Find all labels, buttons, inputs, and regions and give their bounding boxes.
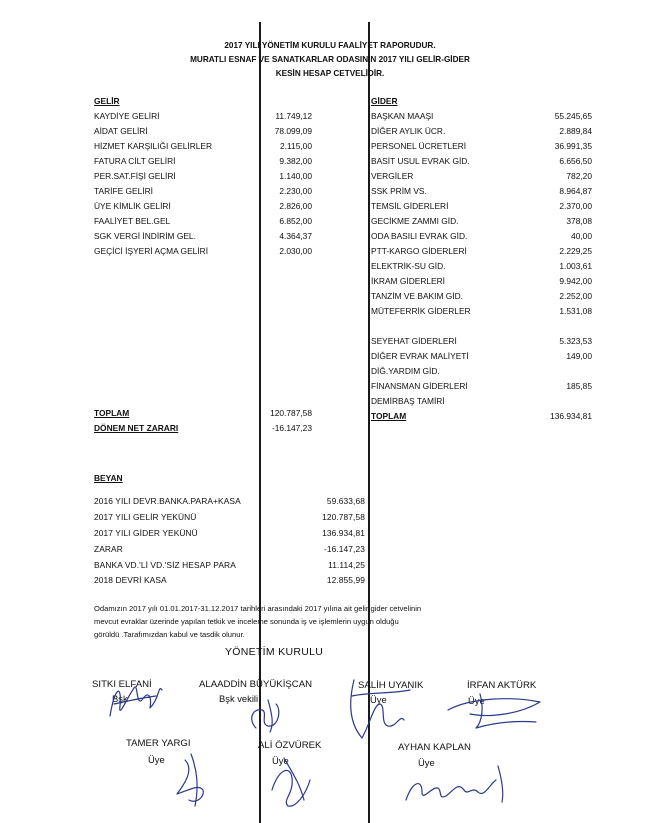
income-value: 11.749,12	[275, 111, 312, 121]
expense-value: 2.370,00	[559, 201, 592, 211]
income-label: TARİFE GELİRİ	[94, 186, 153, 196]
income-value: 1.140,00	[279, 171, 312, 181]
expense-title: GİDER	[371, 96, 398, 106]
member-name: SALİH UYANIK	[358, 680, 424, 691]
income-label: FATURA CİLT GELİRİ	[94, 156, 176, 166]
expense-value: 2.229,25	[559, 246, 592, 256]
expense-label: DEMİRBAŞ TAMİRİ	[371, 396, 445, 406]
signature-scribble	[440, 688, 550, 733]
member-role: Üye	[370, 694, 387, 705]
expense-total-value: 136.934,81	[550, 411, 592, 421]
report-title-line2: MURATLI ESNAF VE SANATKARLAR ODASININ 2017 YILI GELİR-GİDER	[190, 55, 470, 64]
expense-label: İKRAM GİDERLERİ	[371, 276, 445, 286]
member-role: Üye	[148, 754, 165, 765]
board-title: YÖNETİM KURULU	[225, 646, 324, 658]
expense-value: 149,00	[566, 351, 592, 361]
income-label: AİDAT GELİRİ	[94, 126, 148, 136]
expense-label: SSK PRİM VS.	[371, 186, 427, 196]
income-label: SGK VERGİ İNDİRİM GEL.	[94, 231, 196, 241]
expense-label: SEYEHAT GİDERLERİ	[371, 336, 457, 346]
expense-label: DİĞER AYLIK ÜCR.	[371, 126, 446, 136]
income-label: PER.SAT.FİŞİ GELİRİ	[94, 171, 176, 181]
expense-value: 6.656,50	[559, 156, 592, 166]
statement-label: 2017 YILI GİDER YEKÜNÜ	[94, 528, 198, 538]
expense-label: FİNANSMAN GİDERLERİ	[371, 381, 468, 391]
income-value: 2.826,00	[279, 201, 312, 211]
expense-value: 5.323,53	[559, 336, 592, 346]
income-label: KAYDİYE GELİRİ	[94, 111, 160, 121]
expense-value: 1.003,61	[559, 261, 592, 271]
statement-label: ZARAR	[94, 544, 123, 554]
net-loss-label: DÖNEM NET ZARARI	[94, 423, 179, 433]
expense-label: PTT-KARGO GİDERLERİ	[371, 246, 467, 256]
expense-value: 2.252,00	[559, 291, 592, 301]
statement-value: 120.787,58	[322, 512, 365, 522]
expense-label: ELEKTRİK-SU GİD.	[371, 261, 446, 271]
approval-line2: mevcut evraklar üzerinde yapılan tetkik ve inceleme sonunda iş ve işlemlerin uygun olduğu	[94, 617, 399, 626]
expense-value: 8.964,87	[559, 186, 592, 196]
statement-value: 136.934,81	[322, 528, 365, 538]
income-total-value: 120.787,58	[270, 408, 312, 418]
net-loss-value: -16.147,23	[271, 423, 312, 433]
income-value: 78.099,09	[274, 126, 312, 136]
expense-label: ODA BASILI EVRAK GİD.	[371, 231, 468, 241]
expense-label: MÜTEFERRİK GİDERLER	[371, 306, 471, 316]
member-name: TAMER YARGI	[126, 738, 191, 749]
income-value: 2.230,00	[279, 186, 312, 196]
income-label: HİZMET KARŞILIĞI GELİRLER	[94, 141, 213, 151]
member-name: ALAADDİN BÜYÜKİŞCAN	[199, 679, 313, 690]
member-name: İRFAN AKTÜRK	[467, 680, 537, 691]
income-label: FAALİYET BEL.GEL	[94, 216, 171, 226]
signature-scribble	[165, 750, 220, 810]
member-name: SITKI ELFANİ	[92, 679, 152, 690]
signature-scribble	[100, 676, 170, 726]
statement-value: -16.147,23	[323, 544, 365, 554]
member-name: ALİ ÖZVÜREK	[258, 740, 322, 751]
expense-label: TANZİM VE BAKIM GİD.	[371, 291, 463, 301]
expense-label: DİĞER EVRAK MALİYETİ	[371, 351, 469, 361]
expense-value: 2.889,84	[559, 126, 592, 136]
signature-scribble	[398, 762, 518, 812]
expense-value: 9.942,00	[559, 276, 592, 286]
signature-scribble	[238, 690, 298, 735]
statement-label: 2016 YILI DEVR.BANKA.PARA+KASA	[94, 496, 241, 506]
member-role: Bşk	[112, 693, 128, 704]
statement-title: BEYAN	[94, 473, 123, 483]
statement-label: 2018 DEVRİ KASA	[94, 575, 167, 585]
income-title: GELİR	[94, 96, 120, 106]
member-role: Üye	[468, 695, 485, 706]
income-value: 4.364,37	[279, 231, 312, 241]
expense-label: BAŞKAN MAAŞI	[371, 111, 434, 121]
expense-label: PERSONEL ÜCRETLERİ	[371, 141, 467, 151]
approval-line3: görüldü .Tarafımızdan kabul ve tasdik olunur.	[94, 630, 245, 639]
statement-value: 12.855,99	[326, 575, 365, 585]
statement-label: BANKA VD.'Lİ VD.'SİZ HESAP PARA	[94, 560, 236, 570]
approval-line1: Odamızın 2017 yılı 01.01.2017-31.12.2017 tarihleri arasındaki 2017 yılına ait gelir gider cetvelinin	[94, 604, 422, 613]
report-title-line1: 2017 YILI YÖNETİM KURULU FAALİYET RAPORUDUR.	[224, 41, 436, 50]
expense-value: 40,00	[571, 231, 592, 241]
expense-value: 55.245,65	[554, 111, 592, 121]
expense-label: DİĞ.YARDIM GİD.	[371, 366, 440, 376]
statement-label: 2017 YILI GELİR YEKÜNÜ	[94, 512, 197, 522]
statement-value: 11.114,25	[328, 560, 365, 570]
expense-label: VERGİLER	[371, 171, 414, 181]
expense-value: 185,85	[566, 381, 592, 391]
income-value: 2.115,00	[280, 141, 312, 151]
expense-label: BASİT USUL EVRAK GİD.	[371, 156, 470, 166]
member-role: Üye	[272, 755, 289, 766]
expense-value: 378,08	[566, 216, 592, 226]
income-value: 6.852,00	[279, 216, 312, 226]
signature-scribble	[262, 750, 322, 810]
income-value: 9.382,00	[279, 156, 312, 166]
expense-value: 782,20	[566, 171, 592, 181]
signature-scribble	[340, 674, 420, 744]
report-title-line3: KESİN HESAP CETVELİDİR.	[275, 69, 385, 78]
income-label: ÜYE KİMLİK GELİRİ	[94, 201, 171, 211]
statement-value: 59.633,68	[326, 496, 365, 506]
income-value: 2.030,00	[279, 246, 312, 256]
member-role: Bşk vekili	[219, 693, 259, 704]
income-label: GEÇİCİ İŞYERİ AÇMA GELİRİ	[94, 246, 209, 256]
expense-total-label: TOPLAM	[371, 411, 407, 421]
income-total-label: TOPLAM	[94, 408, 130, 418]
member-name: AYHAN KAPLAN	[398, 742, 471, 753]
member-role: Üye	[418, 757, 435, 768]
expense-value: 1.531,08	[559, 306, 592, 316]
expense-label: TEMSİL GİDERLERİ	[371, 201, 449, 211]
expense-value: 36.991,35	[554, 141, 592, 151]
expense-label: GECİKME ZAMMI GİD.	[371, 216, 459, 226]
